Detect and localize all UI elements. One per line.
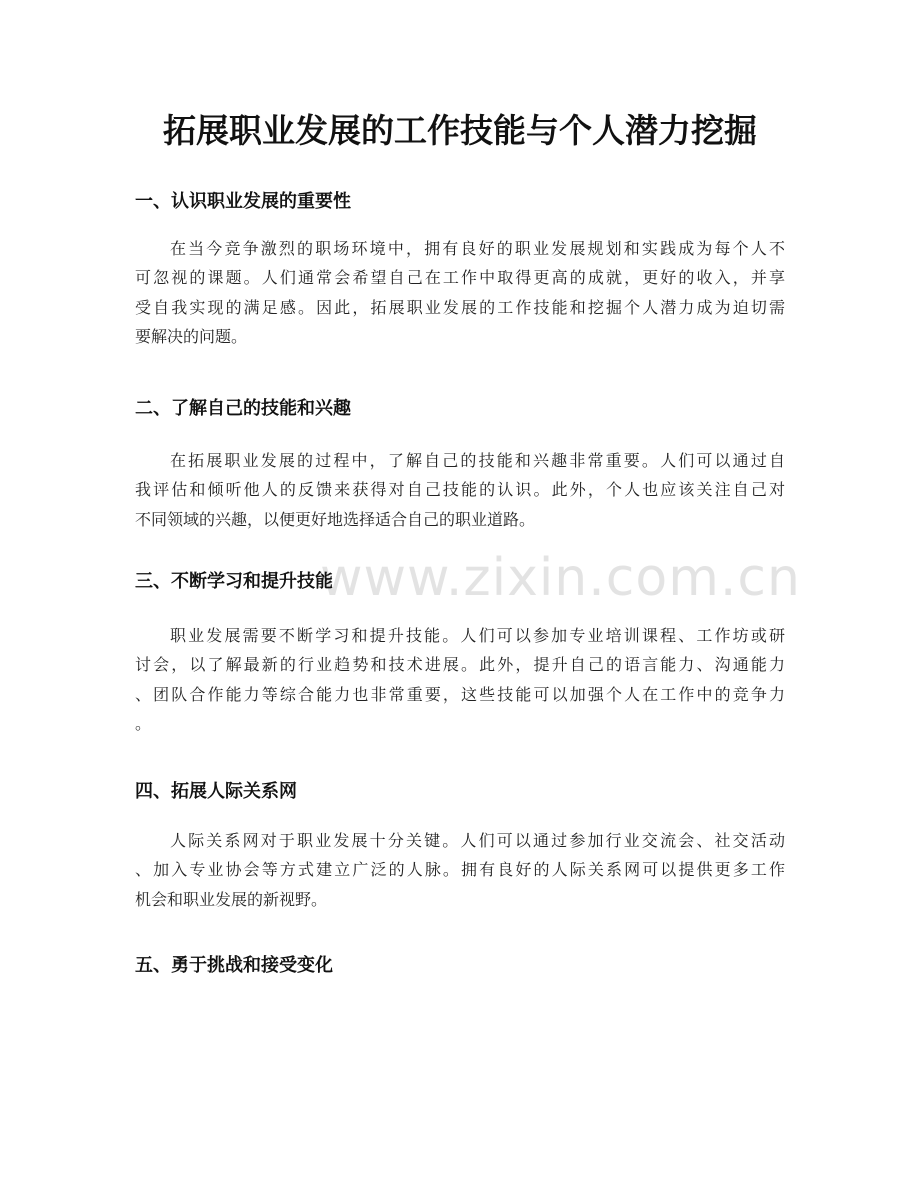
section-paragraph-3 xyxy=(135,621,785,738)
paragraph-line: 在当今竞争激烈的职场环境中，拥有良好的职业发展规划和实践成为每个人不 xyxy=(170,239,785,258)
paragraph-line: 机会和职业发展的新视野。 xyxy=(135,889,328,909)
section-heading-5: 五、勇于挑战和接受变化 xyxy=(135,955,333,976)
section-paragraph-4 xyxy=(135,826,785,914)
paragraph-line: 讨会，以了解最新的行业趋势和技术进展。此外，提升自己的语言能力、沟通能力 xyxy=(135,655,785,675)
paragraph-line: 受自我实现的满足感。因此，拓展职业发展的工作技能和挖掘个人潜力成为迫切需 xyxy=(135,297,785,317)
paragraph-line: 我评估和倾听他人的反馈来获得对自己技能的认识。此外，个人也应该关注自己对 xyxy=(135,480,785,500)
paragraph-line: 要解决的问题。 xyxy=(135,326,248,346)
paragraph-line: 职业发展需要不断学习和提升技能。人们可以参加专业培训课程、工作坊或研 xyxy=(170,626,785,645)
section-heading-2: 二、了解自己的技能和兴趣 xyxy=(135,398,351,419)
watermark: www.zixin.com.cn xyxy=(320,548,801,608)
paragraph-line: 、团队合作能力等综合能力也非常重要，这些技能可以加强个人在工作中的竞争力 xyxy=(135,684,785,704)
paragraph-line: 可忽视的课题。人们通常会希望自己在工作中取得更高的成就，更好的收入，并享 xyxy=(135,268,785,288)
paragraph-line: 人际关系网对于职业发展十分关键。人们可以通过参加行业交流会、社交活动 xyxy=(170,831,785,850)
paragraph-line: 。 xyxy=(135,713,152,733)
page-title: 拓展职业发展的工作技能与个人潜力挖掘 xyxy=(163,111,757,150)
paragraph-line: 、加入专业协会等方式建立广泛的人脉。拥有良好的人际关系网可以提供更多工作 xyxy=(135,860,785,880)
section-heading-4: 四、拓展人际关系网 xyxy=(135,781,297,802)
section-heading-3: 三、不断学习和提升技能 xyxy=(135,571,333,592)
paragraph-line: 不同领域的兴趣，以便更好地选择适合自己的职业道路。 xyxy=(135,509,536,529)
section-paragraph-1 xyxy=(135,234,785,351)
section-heading-1: 一、认识职业发展的重要性 xyxy=(135,191,351,212)
paragraph-line: 在拓展职业发展的过程中，了解自己的技能和兴趣非常重要。人们可以通过自 xyxy=(170,451,785,470)
section-paragraph-2 xyxy=(135,446,785,534)
